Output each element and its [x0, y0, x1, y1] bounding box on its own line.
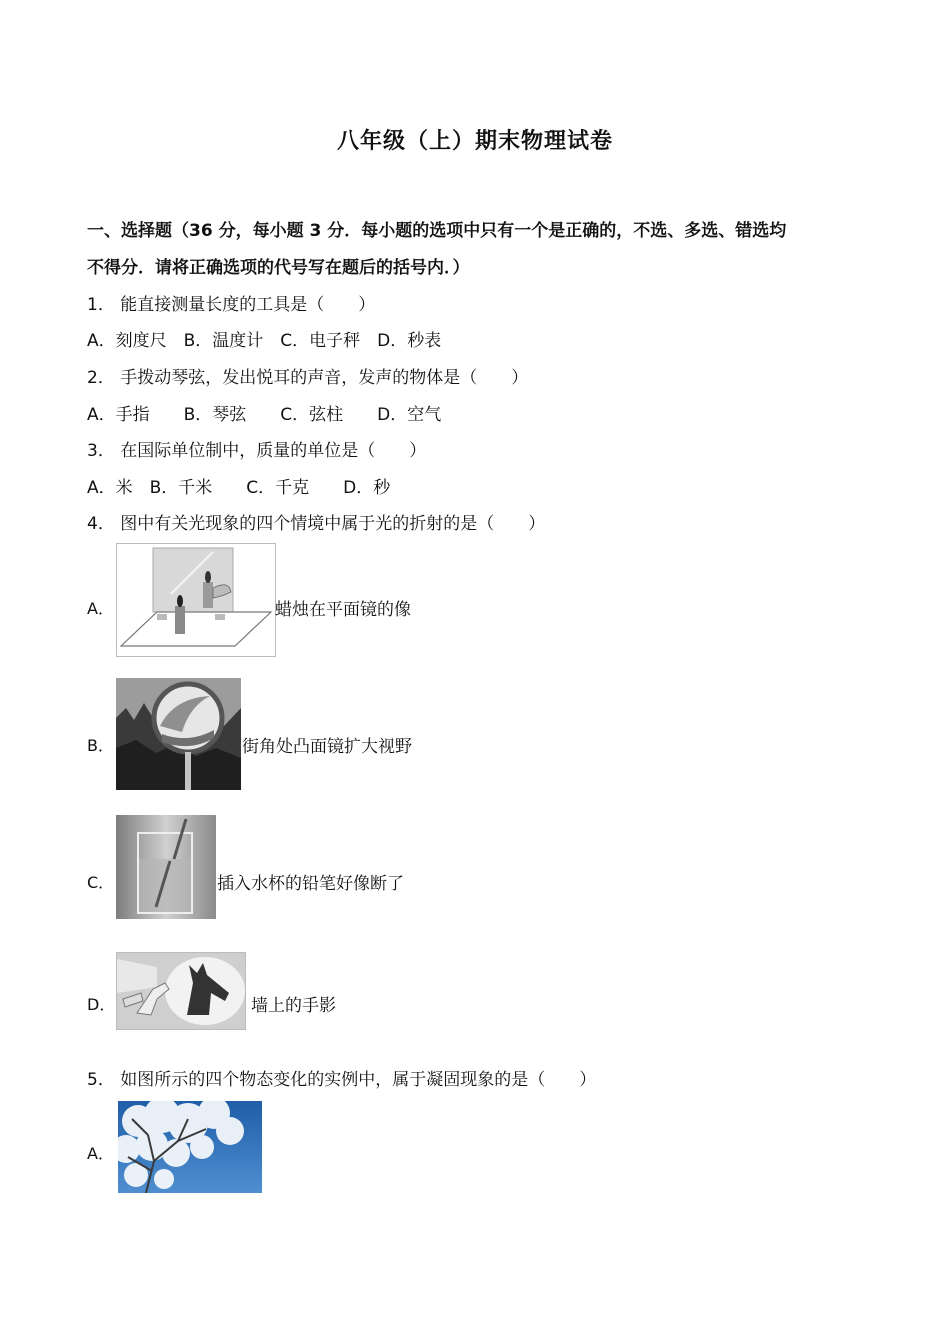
question-2-options: A．手指 B．琴弦 C．弦柱 D．空气: [87, 405, 442, 425]
question-1-options: A．刻度尺 B．温度计 C．电子秤 D．秒表: [87, 331, 442, 351]
question-3-stem: 3． 在国际单位制中，质量的单位是（ ）: [87, 441, 427, 461]
question-1-stem: 1． 能直接测量长度的工具是（ ）: [87, 295, 376, 315]
question-4-option-c-letter: C．: [87, 873, 115, 892]
section-heading-line2: 不得分．请将正确选项的代号写在题后的括号内．）: [87, 258, 470, 278]
question-4-option-c-caption: 插入水杯的铅笔好像断了: [217, 874, 404, 894]
page-title: 八年级（上）期末物理试卷: [336, 129, 613, 154]
question-4-option-d-caption: 墙上的手影: [251, 996, 336, 1016]
question-4-stem: 4． 图中有关光现象的四个情境中属于光的折射的是（ ）: [87, 514, 546, 534]
candle-mirror-image: [116, 543, 276, 657]
frosted-tree-image: [118, 1101, 262, 1193]
question-5-stem: 5． 如图所示的四个物态变化的实例中，属于凝固现象的是（ ）: [87, 1070, 597, 1090]
question-2-stem: 2． 手拨动琴弦，发出悦耳的声音，发声的物体是（ ）: [87, 368, 529, 388]
question-4-option-b-caption: 街角处凸面镜扩大视野: [242, 737, 412, 757]
convex-mirror-image: [116, 678, 241, 790]
pencil-in-water-image: [116, 815, 216, 919]
question-4-option-a-caption: 蜡烛在平面镜的像: [275, 600, 411, 620]
question-4-option-d-letter: D．: [87, 995, 116, 1014]
question-5-option-a-letter: A．: [87, 1144, 114, 1163]
hand-shadow-image: [116, 952, 246, 1030]
section-heading-line1: 一、选择题（36 分，每小题 3 分．每小题的选项中只有一个是正确的，不选、多选、错选均: [87, 221, 787, 241]
question-4-option-a-letter: A．: [87, 599, 114, 618]
question-4-option-b-letter: B．: [87, 736, 114, 755]
question-3-options: A．米 B．千米 C．千克 D．秒: [87, 478, 391, 498]
